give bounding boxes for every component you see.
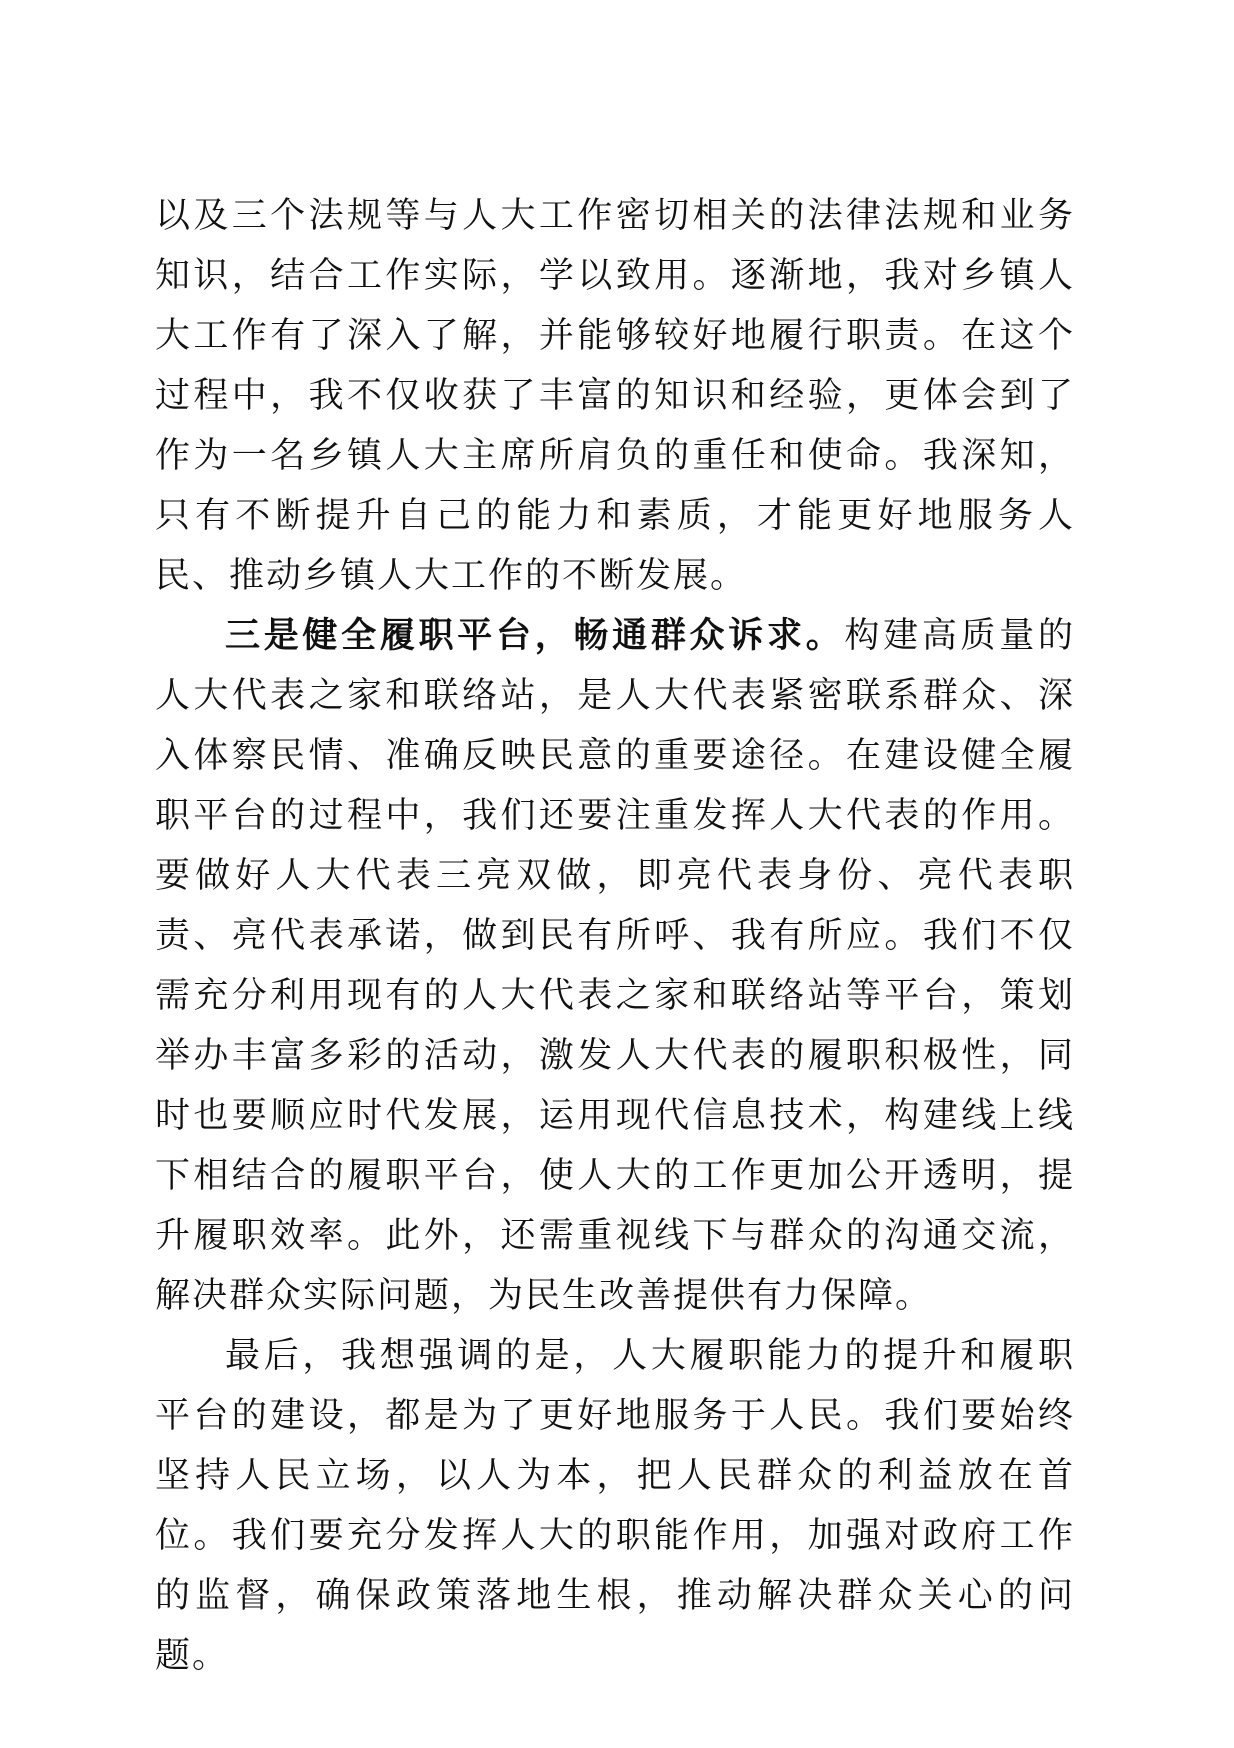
paragraph-text: 最后，我想强调的是，人大履职能力的提升和履职平台的建设，都是为了更好地服务于人民。我们要始终坚持人民立场，以人为本，把人民群众的利益放在首位。我们要充分发挥人大的职能作用，加强对政府工作的监督，确保政策落地生根，推动解决群众关心的问题。 [155, 1336, 1075, 1676]
paragraph-platform [155, 606, 1075, 1326]
paragraph-text: 以及三个法规等与人大工作密切相关的法律法规和业务知识，结合工作实际，学以致用。逐渐地，我对乡镇人大工作有了深入了解，并能够较好地履行职责。在这个过程中，我不仅收获了丰富的知识和经验，更体会到了作为一名乡镇人大主席所肩负的重任和使命。我深知，只有不断提升自己的能力和素质，才能更好地服务人民、推动乡镇人大工作的不断发展。 [155, 196, 1075, 596]
paragraph-text: 构建高质量的人大代表之家和联络站，是人大代表紧密联系群众、深入体察民情、准确反映民意的重要途径。在建设健全履职平台的过程中，我们还要注重发挥人大代表的作用。要做好人大代表三亮双做，即亮代表身份、亮代表职责、亮代表承诺，做到民有所呼、我有所应。我们不仅需充分利用现有的人大代表之家和联络站等平台，策划举办丰富多彩的活动，激发人大代表的履职积极性，同时也要顺应时代发展，运用现代信息技术，构建线上线下相结合的履职平台，使人大的工作更加公开透明，提升履职效率。此外，还需重视线下与群众的沟通交流，解决群众实际问题，为民生改善提供有力保障。 [155, 616, 1075, 1316]
paragraph-conclusion [155, 1326, 1075, 1686]
document-body [155, 186, 1075, 1686]
paragraph-heading: 三是健全履职平台，畅通群众诉求。 [225, 616, 845, 656]
paragraph-continuation [155, 186, 1075, 606]
